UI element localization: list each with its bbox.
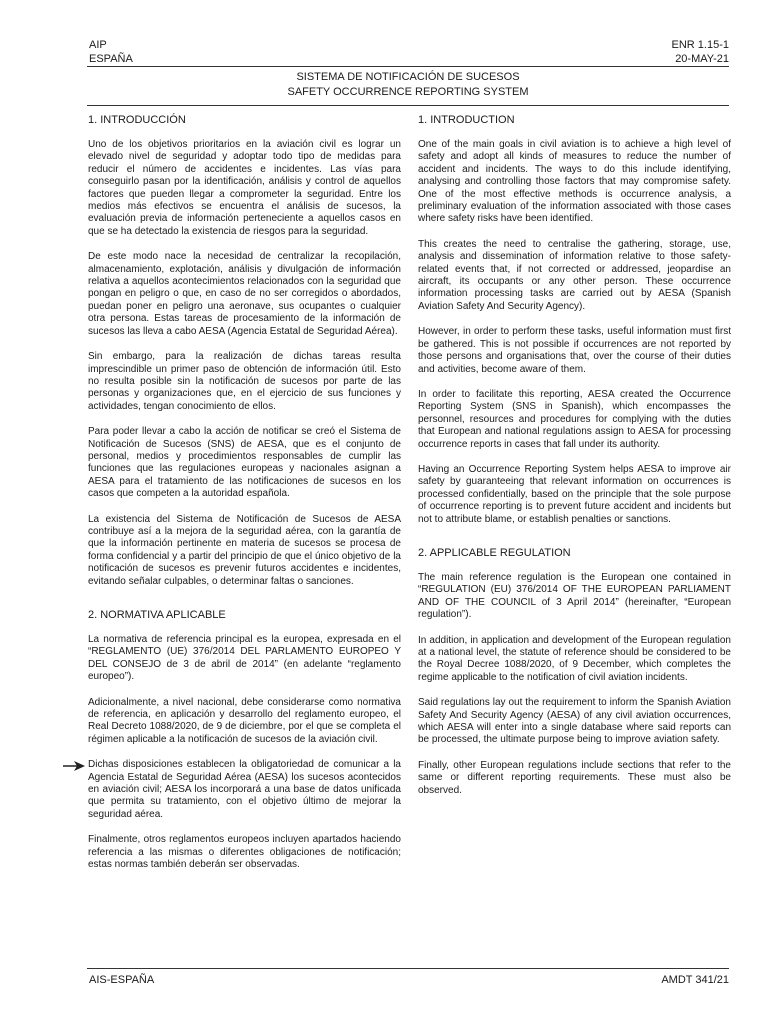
- header-country: ESPAÑA: [89, 53, 133, 65]
- header-aip: AIP: [89, 39, 107, 51]
- header-divider: [87, 66, 729, 67]
- title-en: SAFETY OCCURRENCE REPORTING SYSTEM: [287, 86, 529, 98]
- paragraph-es-5: La existencia del Sistema de Notificación de Sucesos de AESA contribuye así a la mejora de la seguridad aérea, con la garantía de que la información pertinente en materia de sucesos se procesa de forma confidencial y a partir del principio de que el único objetivo de la notificación de sucesos es prevenir futuros accidentes e incidentes, evitando señalar culpables, o determinar faltas o sanciones.: [88, 513, 401, 587]
- paragraph-en-6: The main reference regulation is the European one contained in “REGULATION (EU) 376/2014 OF THE EUROPEAN PARLIAMENT AND OF THE COUNCIL of 3 April 2014” (hereinafter, “European regulation”).: [418, 571, 731, 621]
- paragraph-es-3: Sin embargo, para la realización de dichas tareas resulta imprescindible un primer paso de obtención de información útil. Esto no resulta posible sin la notificación de sucesos por parte de las personas y organizaciones que, en el ejercicio de sus funciones y actividades, tengan conocimiento de ellos.: [88, 351, 401, 412]
- section-heading-en-2: 2. APPLICABLE REGULATION: [418, 546, 571, 559]
- header-left: [89, 38, 133, 66]
- amendment-arrow-icon: [62, 760, 86, 772]
- paragraph-en-8: Said regulations lay out the requirement to inform the Spanish Aviation Safety And Security Agency (AESA) of any civil aviation occurrences, which AESA will enter into a single database where said reports can be processed, the ultimate purpose being to improve aviation safety.: [418, 697, 731, 746]
- paragraph-es-6: La normativa de referencia principal es la europea, expresada en el “REGLAMENTO (UE) 376/2014 DEL PARLAMENTO EUROPEO Y DEL CONSEJO de 3 de abril de 2014” (en adelante “reglamento europeo”).: [88, 634, 401, 683]
- paragraph-es-7: Adicionalmente, a nivel nacional, debe considerarse como normativa de referencia, en aplicación y desarrollo del reglamento europeo, el Real Decreto 1088/2020, de 9 de diciembre, por el que se completa el régimen aplicable a la notificación de sucesos de la aviación civil.: [88, 696, 401, 745]
- paragraph-en-5: Having an Occurrence Reporting System helps AESA to improve air safety by guaranteeing that relevant information on occurrences is processed confidentially, based on the principle that the sole purpose of occurrence reporting is to prevent future accident and incidents but not to attribute blame, or establish penalties or sanctions.: [418, 463, 731, 525]
- header-page-ref: ENR 1.15-1: [671, 39, 729, 51]
- footer-divider: [87, 968, 729, 969]
- paragraph-es-4: Para poder llevar a cabo la acción de notificar se creó el Sistema de Notificación de Sucesos (SNS) de AESA, que es el conjunto de personal, medios y procedimientos responsables de cumplir las funciones que las regulaciones europeas y nacionales asignan a AESA para el tratamiento de las notificaciones de sucesos en los casos que competen a la autoridad española.: [88, 426, 401, 500]
- header-right: [672, 38, 729, 66]
- title-divider: [87, 105, 729, 106]
- title-es: SISTEMA DE NOTIFICACIÓN DE SUCESOS: [296, 71, 520, 83]
- paragraph-en-9: Finally, other European regulations include sections that refer to the same or different reporting requirements. These must also be observed.: [418, 759, 731, 796]
- paragraph-en-3: However, in order to perform these tasks, useful information must first be gathered. This is not possible if occurrences are not reported by those persons and organisations that, over the course of their duties and activities, become aware of them.: [418, 326, 731, 375]
- paragraph-en-7: In addition, in application and development of the European regulation at a national level, the statute of reference should be considered to be the Royal Decree 1088/2020, of 9 December, which completes the regime applicable to the notification of civil aviation incidents.: [418, 634, 731, 683]
- page-title: [87, 70, 729, 100]
- paragraph-en-4: In order to facilitate this reporting, AESA created the Occurrence Reporting System (SNS in Spanish), which encompasses the personnel, resources and procedures for complying with the duties that European and national regulations assign to AESA for processing occurrence reports in cases that fall under its authority.: [418, 388, 731, 450]
- english-column: [418, 113, 731, 797]
- paragraph-es-9: Finalmente, otros reglamentos europeos incluyen apartados haciendo referencia a las mismas o diferentes obligaciones de notificación; estas normas también deberán ser observadas.: [88, 834, 401, 871]
- spanish-column: [88, 113, 401, 872]
- section-heading-es-2: 2. NORMATIVA APLICABLE: [88, 609, 226, 621]
- paragraph-es-8: Dichas disposiciones establecen la obligatoriedad de comunicar a la Agencia Estatal de Seguridad Aérea (AESA) los sucesos acontecidos en aviación civil; AESA los incorporará a una base de datos unificada que permita su tratamiento, con el objetivo último de mejorar la seguridad aérea.: [88, 759, 401, 820]
- footer-amendment: AMDT 341/21: [661, 974, 729, 986]
- header-date: 20-MAY-21: [675, 53, 729, 65]
- footer-left: AIS-ESPAÑA: [89, 974, 155, 986]
- section-heading-es-1: 1. INTRODUCCIÓN: [88, 114, 186, 126]
- paragraph-en-2: This creates the need to centralise the gathering, storage, use, analysis and dissemination of information relative to those safety-related events that, if not corrected or addressed, jeopardise an aircraft, its occupants or any other person. These occurrence information processing tasks are carried out by AESA (Spanish Aviation Safety And Security Agency).: [418, 238, 731, 312]
- paragraph-es-1: Uno de los objetivos prioritarios en la aviación civil es lograr un elevado nivel de seguridad y adoptar todo tipo de medidas para reducir el número de accidentes e incidentes. Las vías para conseguirlo pasan por la identificación, análisis y control de aquellos factores que pueden llegar a comprometer la seguridad. Entre los medios más efectivos se encuentra el análisis de sucesos, la evaluación previa de información perteneciente a aquellos casos en que se ha detectado la existencia de riesgos para la seguridad.: [88, 139, 401, 237]
- section-heading-en-1: 1. INTRODUCTION: [418, 114, 515, 126]
- paragraph-es-2: De este modo nace la necesidad de centralizar la recopilación, almacenamiento, explotación, análisis y divulgación de información relativa a aquellos acontecimientos relacionados con la seguridad que pongan en peligro o que, en caso de no ser corregidos o abordados, puedan poner en peligro una aeronave, sus ocupantes o cualquier otra persona. Estas tareas de procesamiento de la información de sucesos las lleva a cabo AESA (Agencia Estatal de Seguridad Aérea).: [88, 251, 401, 337]
- paragraph-en-1: One of the main goals in civil aviation is to achieve a high level of safety and adopt all kinds of measures to reduce the number of accident and incidents. The ways to do this include identifying, analysing and controlling those factors that may compromise safety. One of the most effective methods is occurrence analysis, a preliminary evaluation of the information associated with those cases where safety risks have been identified.: [418, 139, 731, 225]
